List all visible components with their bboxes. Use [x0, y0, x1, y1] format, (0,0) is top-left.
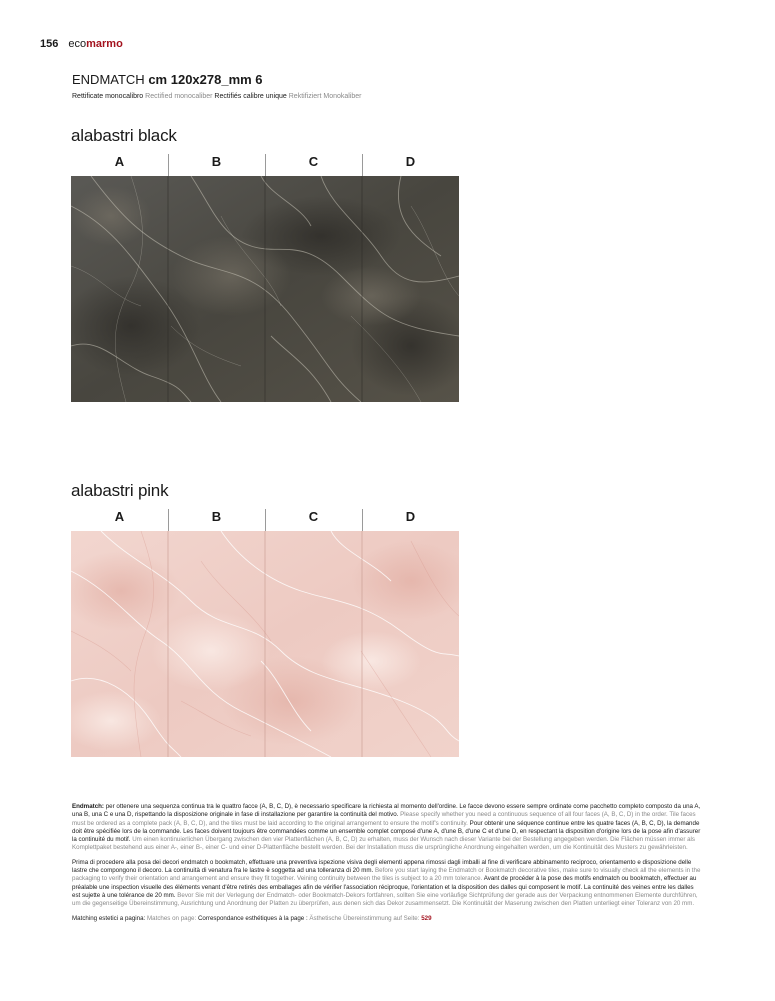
subtitle-it: Rettificate monocalibro — [72, 93, 144, 100]
black-marble-texture — [71, 176, 459, 402]
face-divider — [362, 154, 363, 176]
section-title-black: alabastri black — [71, 126, 177, 145]
face-label-a: A — [114, 154, 125, 169]
pink-marble-texture — [71, 531, 459, 757]
notes-block — [72, 803, 702, 929]
face-label-c: C — [308, 154, 319, 169]
slab-image-pink — [71, 531, 459, 757]
product-size: cm 120x278_mm 6 — [148, 72, 263, 87]
match-en: Matches on page: — [147, 914, 197, 922]
page-number: 156 — [40, 38, 59, 50]
note-fr: Pour obtenir une séquence continue entre les quatre faces (A, B, C, D), la demande doit être spécifiée lors de la commande. Les faces doivent toujours être commandées comme un ensemble complet composé d'une A, d'une B, d'une C et d'une D, en respectant la disposition d'origine lors de la pose afin d'assurer la continuité du motif. — [72, 819, 701, 844]
section-title-pink: alabastri pink — [71, 481, 169, 500]
face-label-d: D — [405, 154, 416, 169]
subtitle-fr: Rectifiés calibre unique — [214, 93, 287, 100]
match-fr: Correspondance esthétiques à la page : — [197, 914, 308, 922]
face-label-b: B — [211, 154, 222, 169]
note-installation — [72, 859, 702, 909]
brand-marmo: marmo — [86, 38, 123, 50]
note-de: Bevor Sie mit der Verlegung der Endmatch- oder Bookmatch-Dekors fortfahren, sollten Sie eine vorläufige Sichtprüfung der gerade aus der Verpackung entnommenen Elemente durchführen, um die gegenseitige Übereinstimmung, Ausrichtung und Anordnung der Platten zu überprüfen, aus denen sich das Dekor zusammensetzt. Die Kontinuität der Maserung zwischen den Platten unterliegt einer Toleranz von 20 mm. — [72, 891, 698, 908]
match-de: Ästhetische Übereinstimmung auf Seite: — [309, 914, 420, 922]
product-subtitle — [72, 93, 362, 100]
note-fr: Avant de procéder à la pose des motifs endmatch ou bookmatch, effectuer au préalable une inspection visuelle des éléments venant d'être retirés des emballages afin de vérifier l'association réciproque, l'orientation et la disposition des dalles qui composent le motif. La continuité des veines entre les dalles est sujette à une tolérance de 20 mm. — [72, 875, 697, 899]
note-label: Endmatch: — [72, 803, 104, 810]
face-divider — [168, 154, 169, 176]
note-en: Before you start laying the Endmatch or Bookmatch decorative tiles, make sure to visually check all the elements in the packaging to verify their orientation and arrangement and ensure they fit together. Veining continuity between the tiles is subject to a 20 mm tolerance. — [72, 867, 701, 883]
face-label-a: A — [114, 509, 125, 524]
note-de: Um einen kontinuierlichen Übergang zwischen den vier Plattenflächen (A, B, C, D) zu erhalten, muss der Wunsch nach dieser Variante bei der Bestellung angegeben werden. Die Flächen müssen immer als Komplettpaket bestehend aus einer A-, einer B-, einer C- und einer D-Plattenfläche bestellt werden. Bei der Installation muss die ursprüngliche Anordnung eingehalten werden, um die Kontinuität des Musters zu gewährleisten. — [72, 836, 696, 852]
face-label-b: B — [211, 509, 222, 524]
face-divider — [265, 154, 266, 176]
face-label-c: C — [308, 509, 319, 524]
match-page-link[interactable]: 529 — [421, 914, 432, 922]
subtitle-de: Rektifiziert Monokaliber — [288, 93, 362, 100]
slab-image-black — [71, 176, 459, 402]
brand-logo — [68, 38, 122, 50]
brand-eco: eco — [68, 38, 87, 50]
face-divider — [168, 509, 169, 531]
match-it: Matching estetici a pagina: — [72, 914, 146, 922]
subtitle-en: Rectified monocaliber — [145, 93, 213, 100]
face-label-d: D — [405, 509, 416, 524]
note-it: per ottenere una sequenza continua tra le quattro facce (A, B, C, D), è necessario specificare la richiesta al momento dell'ordine. Le facce devono essere sempre ordinate come pacchetto completo composto da una A, una B, una C e una D, rispettando la disposizione originale in fase di installazione per garantire la continuità del motivo. — [72, 803, 701, 819]
product-name: ENDMATCH — [72, 72, 145, 87]
note-endmatch — [72, 803, 702, 853]
page-header — [40, 38, 123, 50]
face-divider — [265, 509, 266, 531]
face-divider — [362, 509, 363, 531]
note-en: Please specify whether you need a continuous sequence of all four faces (A, B, C, D) in the order. Tile faces must be ordered as a complete pack (A, B, C, D), and the tiles must be laid according to the original arrangement to ensure the motif's continuity. — [72, 811, 696, 827]
note-it: Prima di procedere alla posa dei decori endmatch o bookmatch, effettuare una preventiva ispezione visiva degli elementi appena rimossi dagli imballi al fine di verificare abbinamento reciproco, orientamento e disposizione delle lastre che compongono il decoro. La continuità di venatura fra le lastre è soggetta ad una tolleranza di 20 mm. — [72, 858, 692, 875]
note-matching — [72, 915, 702, 923]
product-title — [72, 72, 263, 87]
